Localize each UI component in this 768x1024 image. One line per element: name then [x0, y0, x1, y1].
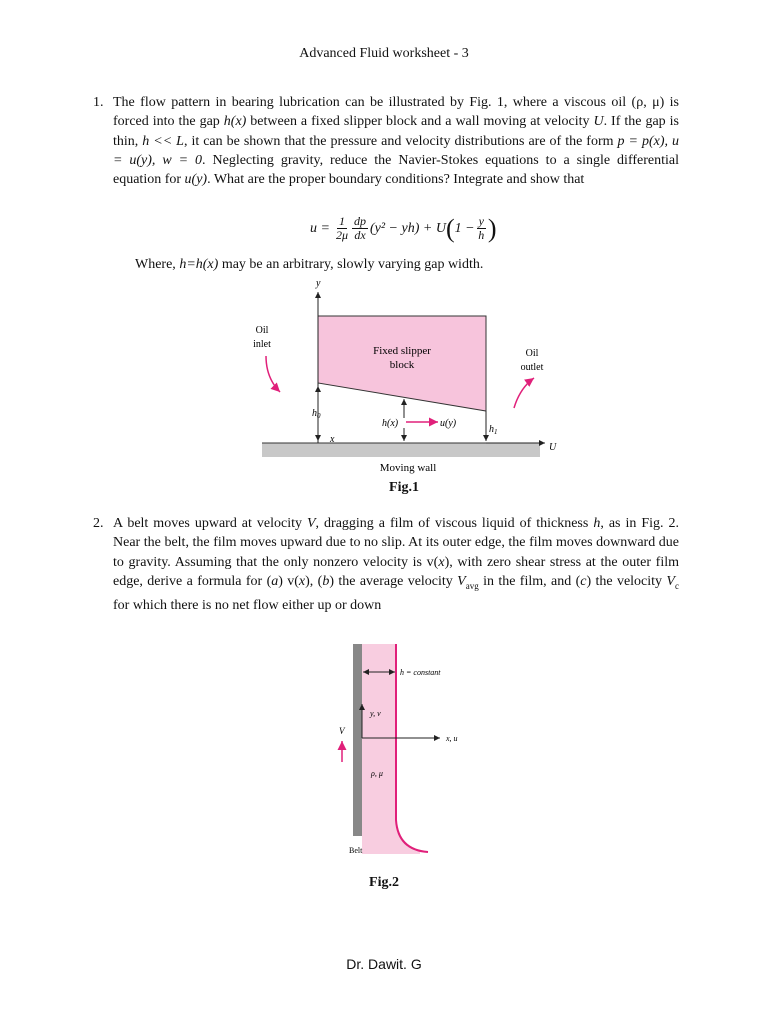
- yv-label: y, v: [370, 709, 381, 718]
- question-number: 1.: [93, 95, 104, 110]
- axis-u-label: U: [549, 442, 557, 453]
- question-number: 2.: [93, 516, 104, 531]
- h-constant-label: h = constant: [400, 668, 441, 677]
- h0-label: $h_0$: [312, 408, 321, 420]
- belt: [353, 644, 362, 836]
- velocity-equation: u = $\frac{1}{2\mu}$ $\frac{dp}{dx}$ (y² − yh) + U ( 1 − $\frac{y}{h}$ ): [310, 213, 497, 243]
- v-label: V: [339, 726, 345, 736]
- footer-author: Dr. Dawit. G: [346, 956, 422, 972]
- oil-outlet-label: Oil: [525, 348, 539, 359]
- h1-label: $h_1$: [489, 424, 498, 436]
- moving-wall-label: Moving wall: [379, 462, 437, 474]
- axis-y-label: y: [316, 278, 321, 289]
- figure-1-caption: Fig.1: [389, 480, 419, 495]
- rho-mu-label: ρ, μ: [371, 769, 383, 778]
- page-header: Advanced Fluid worksheet - 3: [299, 46, 469, 61]
- svg-text:inlet: inlet: [253, 339, 271, 350]
- axis-x-label: x: [330, 434, 335, 445]
- belt-label: Belt: [349, 846, 363, 855]
- figure-2-caption: Fig.2: [369, 875, 399, 890]
- q2-text: A belt moves upward at velocity V, dragging a film of viscous liquid of thickness h, as in Fig. 2. Near the belt, the film moves upward due to no slip. At its outer edge, the film moves downward due to gravity. Assuming that the only nonzero velocity is v(x), with zero shear stress at the outer film edge, derive a formula for (a) v(x), (b) the average velocity $V_{avg}$ in the film, and (c) the velocity $V_c$ for which there is no net flow either up or down: [113, 516, 680, 613]
- svg-text:block: block: [389, 359, 415, 371]
- svg-text:outlet: outlet: [520, 362, 544, 373]
- xu-label: x, u: [446, 734, 458, 743]
- hx-label: h(x): [382, 418, 399, 429]
- block-label: Fixed slipper: [373, 345, 431, 357]
- uy-label: u(y): [440, 418, 457, 429]
- where-note: Where, h=h(x) may be an arbitrary, slowly varying gap width.: [135, 257, 484, 272]
- oil-inlet-label: Oil: [255, 325, 269, 336]
- q1-text: The flow pattern in bearing lubrication can be illustrated by Fig. 1, where a viscous oil (ρ, μ) is forced into the gap h(x) between a fixed slipper block and a wall moving at velocity U. If the gap is thin, h << L, it can be shown that the pressure and velocity distributions are of the form p = p(x), u = u(y), w = 0. Neglecting gravity, reduce the Navier-Stokes equations to a single differential equation for u(y). What are the proper boundary conditions? Integrate and show that: [113, 95, 679, 188]
